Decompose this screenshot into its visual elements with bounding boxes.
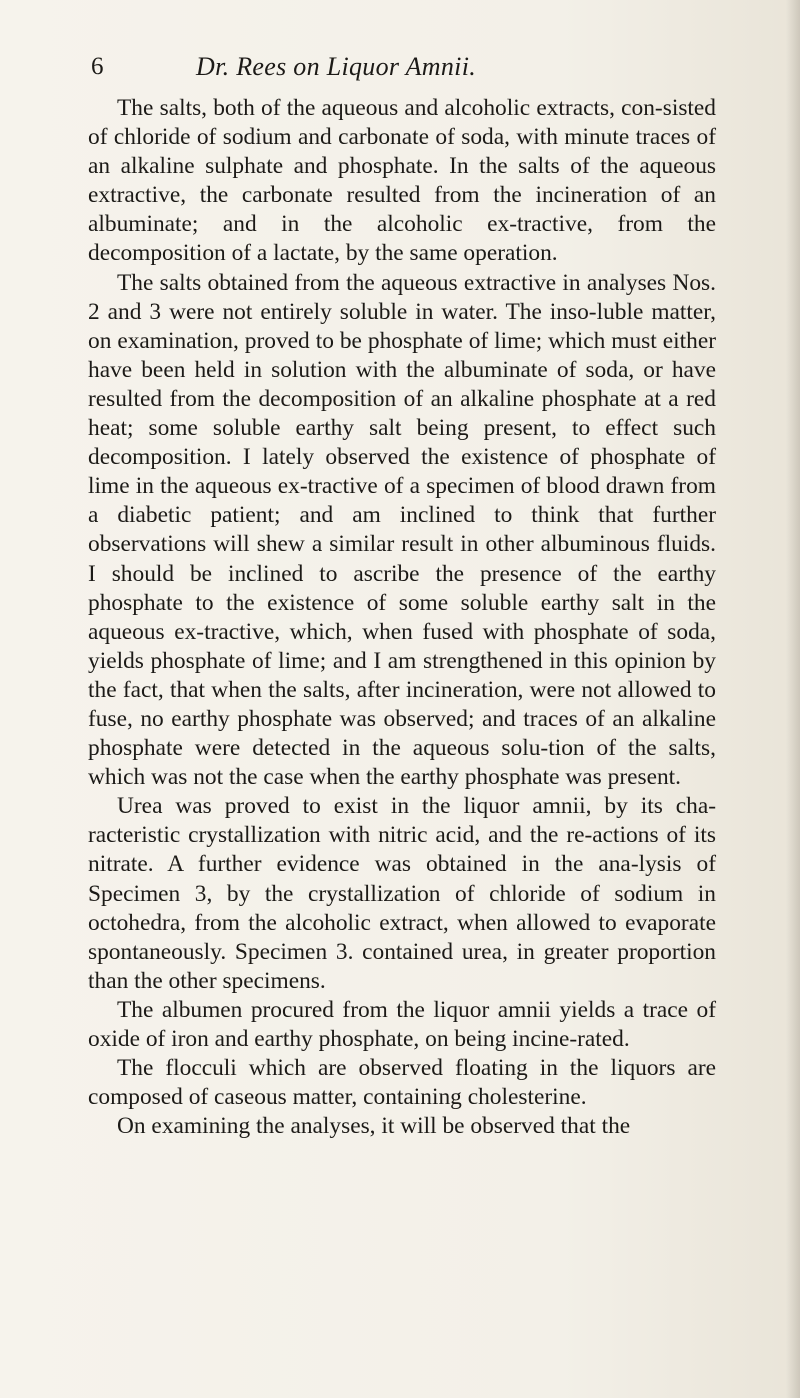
page-number: 6: [91, 53, 104, 80]
paragraph-analyses: On examining the analyses, it will be observed that the: [117, 1113, 631, 1140]
page-edge-shadow: [786, 0, 800, 1398]
paragraph-salts-composition: The salts, both of the aqueous and alcoholic extracts, con-sisted of chloride of sodium and carbonate of soda, with minute traces of an alkaline sulphate and phosphate. In the salts of the aqueous extractive, the carbonate resulted from the incineration of an albuminate; and in the alcoholic ex-tractive, from the decomposition of a lactate, by the same operation.: [88, 95, 716, 267]
paragraph-flocculi: The flocculi which are observed floating in the liquors are composed of caseous matter, containing cholesterine.: [88, 1055, 716, 1111]
running-head: [91, 50, 731, 84]
paragraph-insoluble-matter: The salts obtained from the aqueous extractive in analyses Nos. 2 and 3 were not entirely soluble in water. The inso-luble matter, on examination, proved to be phosphate of lime; which must either have been held in solution with the albuminate of soda, or have resulted from the decomposition of an alkaline phosphate at a red heat; some soluble earthy salt being present, to effect such decomposition. I lately observed the existence of phosphate of lime in the aqueous ex-tractive of a specimen of blood drawn from a diabetic patient; and am inclined to think that further observations will shew a similar result in other albuminous fluids. I should be inclined to ascribe the presence of the earthy phosphate to the existence of some soluble earthy salt in the aqueous ex-tractive, which, when fused with phosphate of soda, yields phosphate of lime; and I am strengthened in this opinion by the fact, that when the salts, after incineration, were not allowed to fuse, no earthy phosphate was observed; and traces of an alkaline phosphate were detected in the aqueous solu-tion of the salts, which was not the case when the earthy phosphate was present.: [88, 269, 716, 791]
running-title: Dr. Rees on Liquor Amnii.: [196, 52, 477, 81]
paragraph-urea: Urea was proved to exist in the liquor amnii, by its cha-racteristic crystallization with nitric acid, and the re-actions of its nitrate. A further evidence was obtained in the ana-lysis of Specimen 3, by the crystallization of chloride of sodium in octohedra, from the alcoholic extract, when allowed to evaporate spontaneously. Specimen 3. contained urea, in greater proportion than the other specimens.: [88, 793, 716, 994]
body-text: [88, 94, 716, 1141]
paragraph-albumen: The albumen procured from the liquor amnii yields a trace of oxide of iron and earthy phosphate, on being incine-rated.: [88, 996, 716, 1052]
